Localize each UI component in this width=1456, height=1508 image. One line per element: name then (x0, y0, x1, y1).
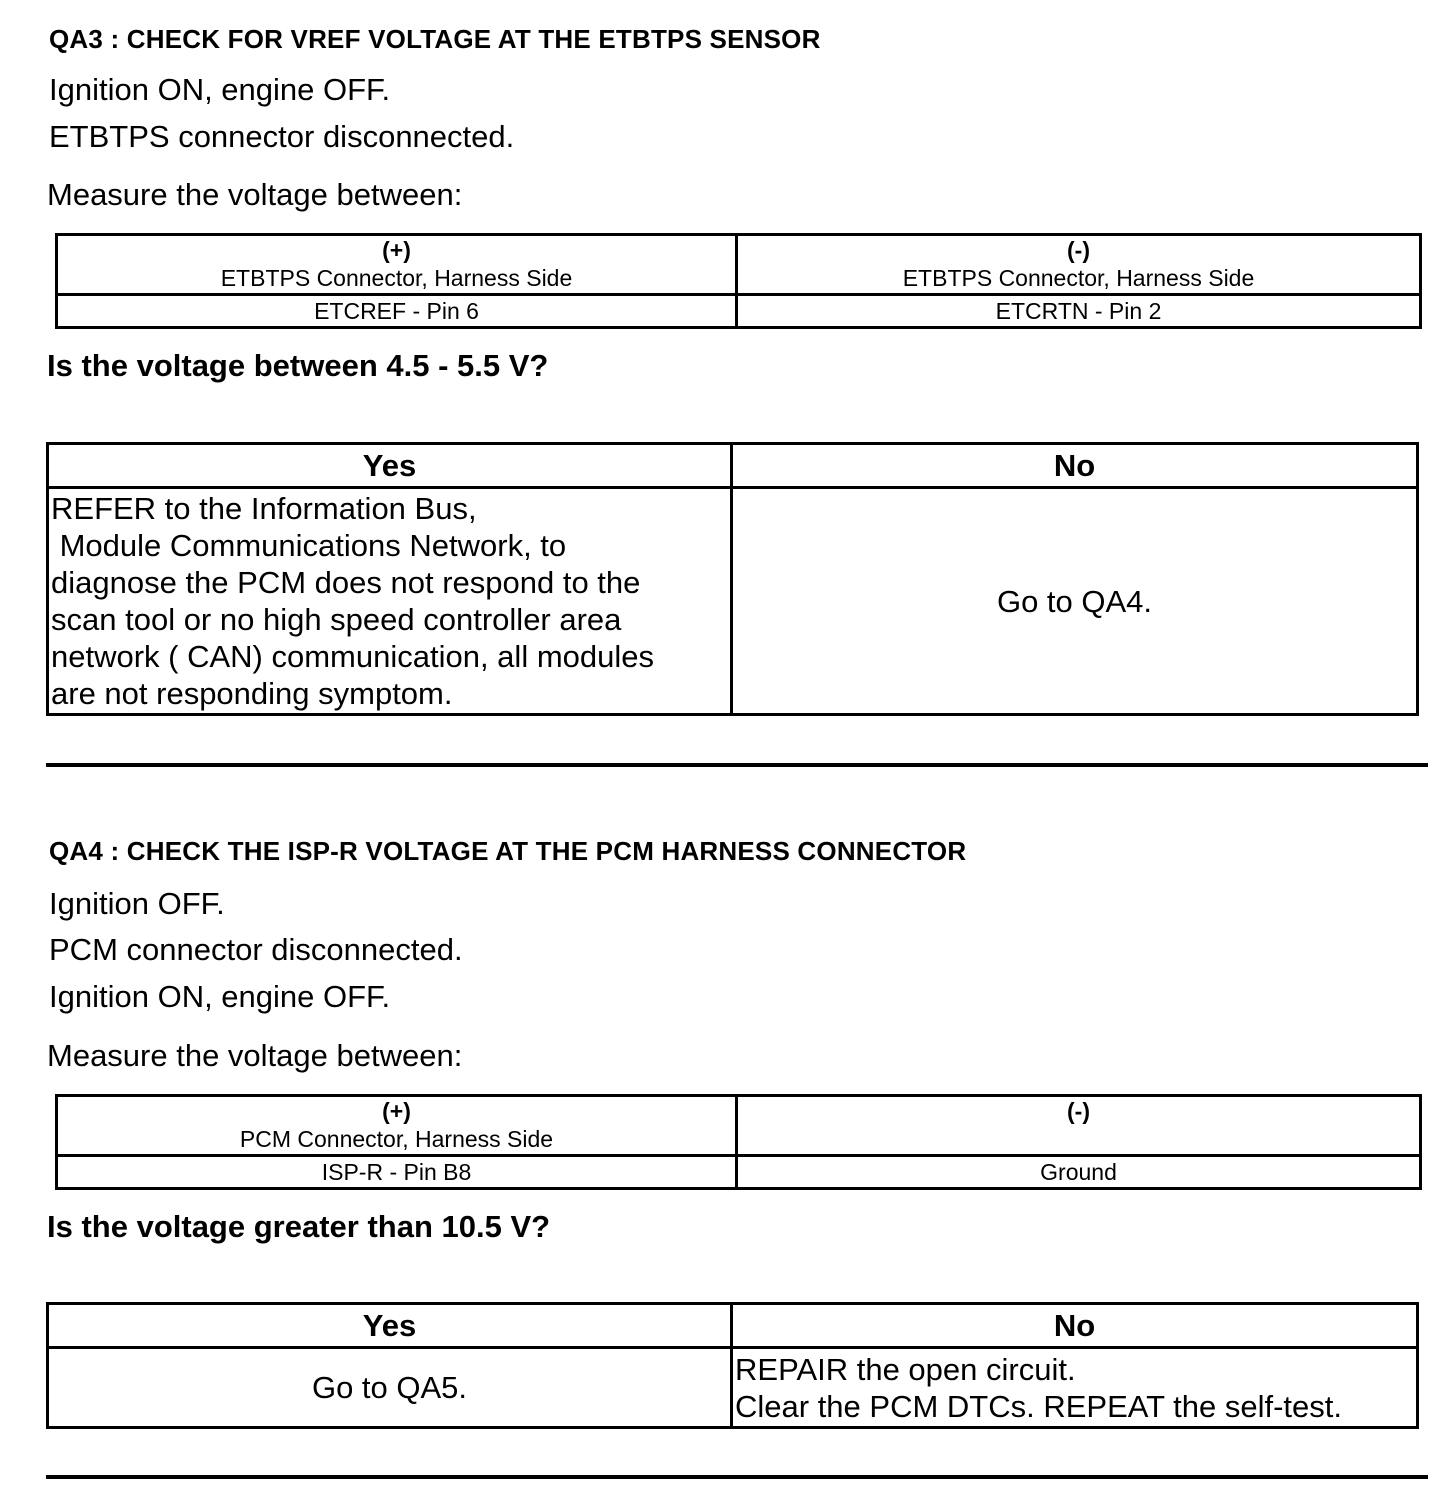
qa4-step-2: PCM connector disconnected. (49, 932, 463, 967)
qa4-no-line-2: Clear the PCM DTCs. REPEAT the self-test. (735, 1388, 1342, 1424)
qa4-yes-cell: Go to QA5. (48, 1348, 732, 1428)
qa4-title: QA4 : CHECK THE ISP-R VOLTAGE AT THE PCM HARNESS CONNECTOR (49, 836, 967, 866)
qa4-positive-header (57, 1096, 737, 1156)
qa3-negative-location: ETBTPS Connector, Harness Side (902, 265, 1255, 291)
qa4-no-line-1: REPAIR the open circuit. (735, 1351, 1076, 1387)
qa3-negative-symbol: (-) (1067, 237, 1090, 263)
qa3-negative-pin: ETCRTN - Pin 2 (737, 295, 1421, 328)
qa3-negative-header (737, 235, 1421, 295)
qa3-step-2: ETBTPS connector disconnected. (49, 119, 515, 154)
qa4-negative-pin: Ground (737, 1156, 1421, 1189)
qa4-negative-header (737, 1096, 1421, 1156)
qa3-yes-line-3: diagnose the PCM does not respond to the (51, 565, 641, 600)
qa3-measure-table (55, 233, 1422, 329)
qa3-step-1: Ignition ON, engine OFF. (49, 72, 391, 107)
qa3-positive-pin: ETCREF - Pin 6 (57, 295, 737, 328)
qa3-question: Is the voltage between 4.5 - 5.5 V? (47, 348, 549, 383)
qa4-measure-label: Measure the voltage between: (47, 1038, 463, 1073)
qa3-no-header: No (732, 444, 1418, 488)
qa4-yes-header: Yes (48, 1304, 732, 1348)
qa3-yes-cell (48, 488, 732, 715)
qa3-yes-line-6: are not responding symptom. (51, 676, 453, 711)
qa3-result-table (46, 442, 1419, 716)
qa3-yes-header: Yes (48, 444, 732, 488)
qa3-measure-label: Measure the voltage between: (47, 177, 463, 212)
qa4-result-table (46, 1302, 1419, 1429)
qa3-no-cell: Go to QA4. (732, 488, 1418, 715)
qa4-negative-symbol: (-) (1067, 1098, 1090, 1124)
qa4-positive-pin: ISP-R - Pin B8 (57, 1156, 737, 1189)
qa4-no-header: No (732, 1304, 1418, 1348)
qa3-positive-symbol: (+) (382, 237, 411, 263)
qa3-positive-header (57, 235, 737, 295)
qa4-positive-location: PCM Connector, Harness Side (239, 1126, 554, 1152)
section-divider-1 (46, 763, 1428, 767)
qa3-title: QA3 : CHECK FOR VREF VOLTAGE AT THE ETBTPS SENSOR (49, 24, 821, 54)
qa3-yes-line-4: scan tool or no high speed controller area (51, 602, 622, 637)
section-divider-2 (46, 1475, 1428, 1479)
qa4-measure-table (55, 1094, 1422, 1190)
qa4-step-1: Ignition OFF. (49, 886, 225, 921)
qa4-step-3: Ignition ON, engine OFF. (49, 979, 391, 1014)
qa4-positive-symbol: (+) (382, 1098, 411, 1124)
qa3-yes-line-2: Module Communications Network, to (51, 528, 567, 563)
qa3-positive-location: ETBTPS Connector, Harness Side (220, 265, 573, 291)
qa4-no-cell (732, 1348, 1418, 1428)
qa4-question: Is the voltage greater than 10.5 V? (47, 1209, 551, 1244)
qa3-yes-line-5: network ( CAN) communication, all modules (51, 639, 654, 674)
qa3-yes-line-1: REFER to the Information Bus, (51, 491, 477, 526)
